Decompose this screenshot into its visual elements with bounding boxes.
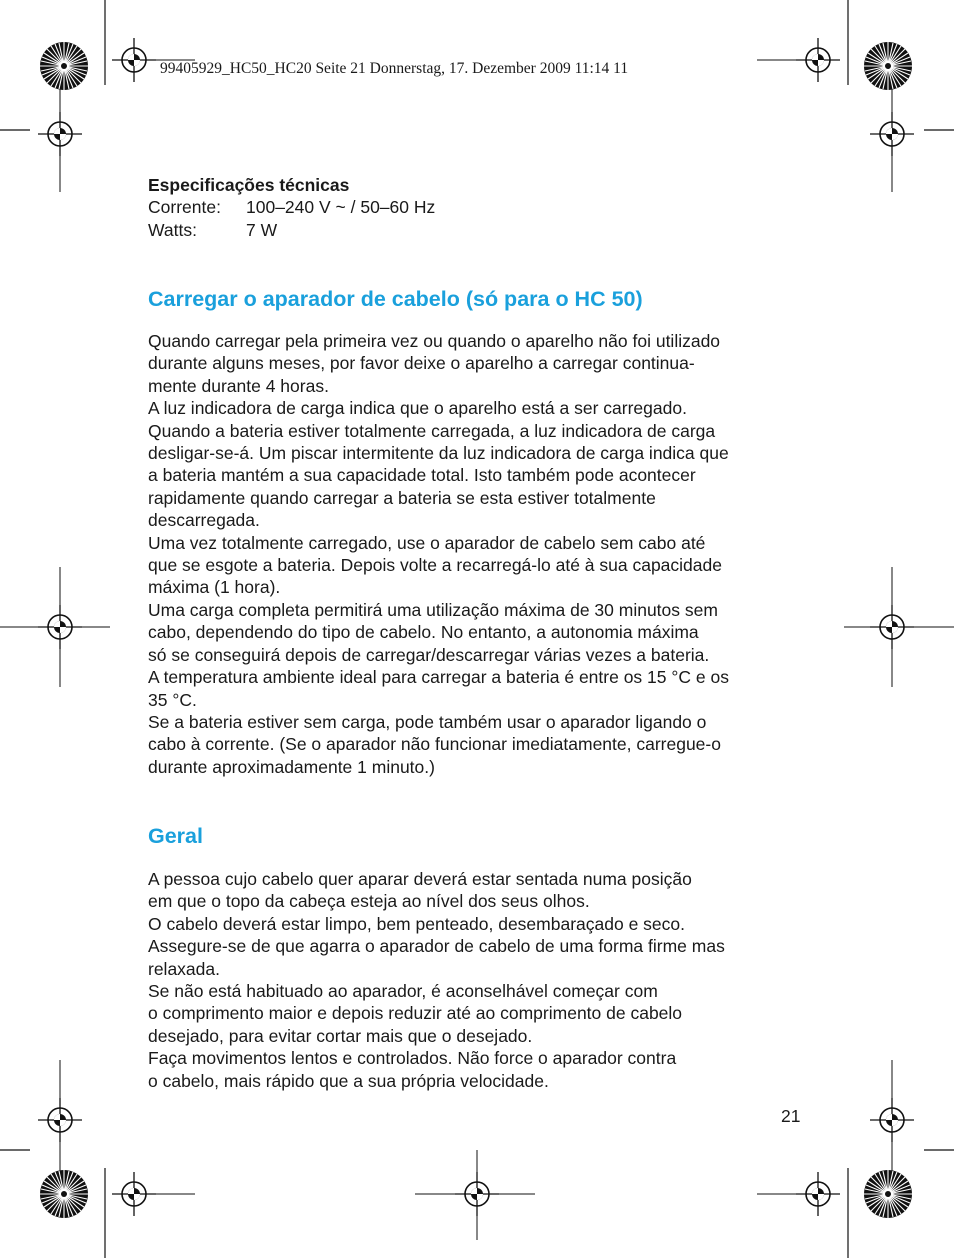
text-line: cabo, dependendo do tipo de cabelo. No entanto, a autonomia máxima [148,622,699,643]
section-heading-charge: Carregar o aparador de cabelo (só para o HC 50) [148,287,643,311]
text-line: Assegure-se de que agarra o aparador de cabelo de uma forma firme mas [148,936,725,957]
text-line: Quando a bateria estiver totalmente carregada, a luz indicadora de carga [148,420,716,441]
text-line: desligar-se-á. Um piscar intermitente da luz indicadora de carga indica que [148,443,729,464]
text-line: A pessoa cujo cabelo quer aparar deverá estar sentada numa posição [148,869,692,889]
text-line: relaxada. [148,958,220,979]
text-line: Uma vez totalmente carregado, use o aparador de cabelo sem cabo até [148,532,706,553]
section-body-general [148,868,808,1092]
star-target-bottom-right [864,1170,912,1218]
spec-row-watts [148,219,808,241]
text-line: máxima (1 hora). [148,577,281,598]
text-line: descarregada. [148,510,260,531]
text-line: Se não está habituado ao aparador, é aconselhável começar com [148,981,658,1002]
text-line: o cabelo, mais rápido que a sua própria velocidade. [148,1070,549,1091]
text-line: mente durante 4 horas. [148,375,329,396]
text-line: rapidamente quando carregar a bateria se esta estiver totalmente [148,487,656,508]
star-target-bottom-left [40,1170,88,1218]
section-body-charge [148,330,808,778]
section-heading-general: Geral [148,824,203,848]
spec-label: Watts: [148,219,197,240]
page-content [148,174,808,1091]
text-line: durante aproximadamente 1 minuto.) [148,756,435,777]
text-line: Se a bateria estiver sem carga, pode também usar o aparador ligando o [148,711,707,732]
star-target-top-right [864,42,912,90]
spec-label: Corrente: [148,197,221,218]
text-line: em que o topo da cabeça esteja ao nível dos seus olhos. [148,891,590,912]
text-line: que se esgote a bateria. Depois volte a recarregá-lo até à sua capacidade [148,555,722,576]
text-line: a bateria mantém a sua capacidade total. Isto também pode acontecer [148,465,696,486]
text-line: Faça movimentos lentos e controlados. Não force o aparador contra [148,1048,677,1069]
spec-row-current [148,196,808,218]
text-line: o comprimento maior e depois reduzir até ao comprimento de cabelo [148,1003,683,1024]
spec-value: 7 W [246,219,278,240]
spec-value: 100–240 V ~ / 50–60 Hz [246,197,436,218]
text-line: O cabelo deverá estar limpo, bem penteado, desembaraçado e seco. [148,913,685,934]
star-target-top-left [40,42,88,90]
text-line: A luz indicadora de carga indica que o aparelho está a ser carregado. [148,398,687,419]
text-line: Quando carregar pela primeira vez ou quando o aparelho não foi utilizado [148,331,721,351]
text-line: cabo à corrente. (Se o aparador não funcionar imediatamente, carregue-o [148,734,721,755]
print-header: 99405929_HC50_HC20 Seite 21 Donnerstag, 17. Dezember 2009 11:14 11 [160,60,629,77]
text-line: só se conseguirá depois de carregar/descarregar várias vezes a bateria. [148,644,710,665]
text-line: 35 °C. [148,689,197,710]
text-line: Uma carga completa permitirá uma utilização máxima de 30 minutos sem [148,599,718,620]
specs-block [148,174,808,241]
page-number: 21 [781,1106,801,1126]
text-line: desejado, para evitar cortar mais que o desejado. [148,1025,533,1046]
specs-title: Especificações técnicas [148,175,350,195]
text-line: durante alguns meses, por favor deixe o aparelho a carregar continua- [148,353,695,374]
text-line: A temperatura ambiente ideal para carregar a bateria é entre os 15 °C e os [148,667,729,688]
